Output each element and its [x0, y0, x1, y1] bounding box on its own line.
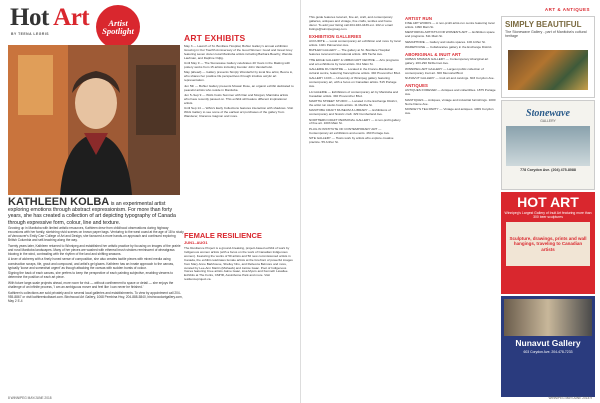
nunavut-gallery-ad — [501, 296, 595, 397]
listings-intro: This guide features local art, fine art, craft, and contemporary galleries, antiques and vintage, fine crafts, textiles and home décor. To add your listing call 204-943-4439 ext. 102 or email listings@winnipegmag.com. — [309, 15, 393, 31]
ad-subtitle: The Stonewave Gallery - part of Manitoba's cultural heritage — [505, 30, 587, 38]
exhibit-item: Jun 5th — Buhler Gallery presents Mosaic Rose, an organic exhibit dedicated to peaceful artists who reside in Manitoba. — [184, 83, 294, 92]
exhibit-item: Jun 5–Sep 9 — WAG hosts Summer with Dan and Morgan; Manitoba artists who have recently passed on. This exhibit will feature different inspirational artists. — [184, 92, 289, 105]
article-headline: KATHLEEN KOLBA — [8, 196, 110, 208]
listing-item: MANTIQUES — Antiques, vintage and industrial furnishings. 1000 Notre Dame Ave. — [405, 97, 496, 106]
listing-item: MENTORING ARTISTS FOR WOMEN'S ART — Exhibition space and programs. 611 Main St. — [405, 30, 495, 39]
nunavut-gallery-title: Nunavut Gallery — [515, 338, 581, 348]
ad-column — [501, 16, 595, 399]
listing-item: ANTIQUES FOREVER — Antiques and collectibles. 1875 Portage Ave. — [405, 88, 496, 97]
antiques-header: ANTIQUES — [405, 83, 429, 89]
exhibit-item: May (ahead) — Gallery presents Simply Wonderful by local fine artist, Becca Li, who shares her positive life perspectives through intuitive acrylic art representation. — [184, 70, 293, 83]
listing-item: FINE ART WORKS — A non-profit artist-run centre featuring local artists. 1090 Main St. — [405, 21, 495, 29]
article-paragraph: Kathleen's collections are sold privately and in several local galleries and establishments. To view by appointment call 204-955-8867 or visit kathleenkolbaart.com. Birchwood Art Gallery, 1068 Pembina Hwy, 204-888-5840, birchwoodartgallery.com, May 2 E-4 — [8, 290, 183, 303]
hot-art-ad-title: HOT ART — [517, 194, 579, 210]
art-exhibits-title: ART EXHIBITS — [184, 33, 246, 43]
right-page — [300, 0, 600, 403]
ad-painting-image — [508, 50, 588, 90]
hot-art-ad-box: Sculpture, drawings, prints and wall hangings, traveling to Canadian artists — [506, 222, 590, 266]
listings-column-1 — [309, 16, 401, 146]
listing-item: WAREHOUSE — Collaborative gallery in the Exchange District. — [405, 45, 493, 50]
stonewave-ad — [501, 16, 595, 98]
listing-item: PLUG IN INSTITUTE OF CONTEMPORARY ART — Contemporary art exhibitions and events. 460 Portage Ave. — [309, 126, 390, 135]
listing-item: URBAN SHAMAN GALLERY — Contemporary Aboriginal art gallery. 203-290 McDermot Ave. — [405, 57, 489, 66]
byline: BY TEENA LEGRIS — [11, 32, 50, 36]
listing-item: GALLERIE DU CENTRE — Located in the Franco-Manitoban cultural centre, featuring francophone artists. 340 Provencher Blvd. — [309, 67, 401, 75]
article-paragraph: A lover of alchemy with a finely honed sense of composition, she also creates tactile pieces with mixed media using construction scraps, tile, grout and compound, and artist's gel glazes. Kathleen has an innate approach to the canvas, typically 'loose and somewhat urgent' as though attacking the canvas with sudden bursts of colour. — [8, 257, 174, 270]
listing-item: MARTHA STREET STUDIO — Located in the Exchange District, the artist run studio hosts artists. 11 Martha St. — [309, 98, 398, 107]
gallery-logo-sub: GALLERY — [540, 119, 556, 123]
artist-spotlight-badge — [96, 5, 140, 49]
article-paragraph: With future large-scale projects ahead, more room for risk — without confinement to space or detail — she enjoys the challenge of an infinite process, 'I am an ambiguous mover and feel like I can never be finished.' — [8, 280, 174, 290]
female-resilience-body: The Resilience Project is a ground-breaking, project-based exhibit of work by Indigenous women artists (with a focus on the work of Canadian Indigenous women). Featuring the works of 50 artists and 50 new commissioned artists in Canada, the exhibit celebrates female artists at the forefront of powerful images from Mary Anne Barkhouse, Shelley Niro, and Rebecca Belmore and more, curated by Lee-Ann Martin (Mohawk) and Jaimie Isaac. Pool of Indigenous Voices featuring Cree artists Jaime Isaac, Lisa Myers and Kenneth Lavallee. Exhibits at The Forks, CMHR, Assiniboine Park and more. Visit resilienceproject.ca. — [184, 246, 293, 282]
hot-art-ad — [501, 192, 595, 294]
page-footer-left: 8 WINNIPEG MAY/JUNE 2018 — [8, 396, 52, 400]
listing-item: NORTHERN CRAFT PERSONAL GALLERY — A non-profit gallery of fine art. 1003 Main St. — [309, 117, 401, 126]
page-footer-right: WINNIPEG MAY/JUNE 2018 9 — [548, 396, 592, 400]
badge-line-2: Spotlight — [102, 26, 134, 36]
exhibit-item: Until Sep 14 — WAG's Early Collections features interaction with shadows. Visit WAG Gallery to see some of the earliest art purchases of the gallery from Wanderer, Clarence Gagnon and more. — [184, 106, 294, 118]
exhibition-galleries-header: EXHIBITION GALLERIES — [309, 34, 362, 40]
nunavut-gallery-image — [504, 299, 592, 336]
listing-item: WINNIPEG ART GALLERY — Largest public collection of contemporary Inuit art. 300 Memorial Blvd. — [405, 66, 484, 75]
nunavut-gallery-address: 603 Corydon Ave. 204-478-7233 — [523, 350, 573, 354]
artist-run-header: ARTIST RUN — [405, 16, 433, 21]
listing-item: SITE GALLERY — Hosts work by artists who explore creative practice. 55 Arthur St. — [309, 136, 394, 145]
article-lead-text: is an experimental artist exploring emotions through abstract expressionism. For more than forty years, she has created a collection of art depicting typography of Canada through expressive form, colour, line and texture. — [8, 201, 176, 226]
article-paragraph: Signing the back of each canvas, she prefers to keep the perspective of each painting subjective, enabling viewers to determine the position of each art piece. — [8, 271, 173, 280]
badge-line-1: Artist — [108, 17, 128, 28]
artist-photo — [8, 45, 180, 195]
listing-item: MONKEY'S TEA PARTY — Vintage and antiques. 1009 Corydon Ave. — [405, 107, 494, 115]
listing-item: SEMAPHORE — Gallery and studio spaces. 100 Arthur St. — [405, 39, 486, 44]
title-art: Art — [53, 4, 90, 31]
artist-portrait-image — [8, 45, 180, 195]
female-resilience-date: JUN1–AUG1 — [184, 240, 208, 245]
exhibit-item: May 3 — Launch of St. Boniface Hospital, Buhler Gallery's annual exhibition Growing in Our Twelfth Anniversary of the Good Women: Good and Great Grey featuring seven dozen local Manitoba artists including Barbara Beachy, Wendie Laufman, and Daphne Odjig. — [184, 44, 293, 60]
section-label: ART & ANTIQUES — [544, 7, 590, 12]
listing-item: LA GALERIE — Exhibitions of contemporary art by Manitoba and Canadian artists. 340 Provencher Blvd. — [309, 89, 399, 98]
listings-column-2 — [405, 16, 497, 117]
stonewave-gallery-ad — [501, 100, 595, 190]
feature-article — [8, 196, 184, 304]
art-exhibits-column — [184, 33, 294, 120]
title-hot: Hot — [10, 4, 49, 31]
listing-item: BUHLER GALLERY — The gallery at St. Boniface Hospital features local and international artists. 409 Taché Ave. — [309, 48, 390, 57]
gallery-logo: Stonewave — [526, 108, 570, 119]
female-resilience-box — [184, 232, 294, 282]
hot-art-ad-subtitle: Winnipeg's Largest Gallery of Inuit Art featuring more than 300 beer sculptures — [504, 211, 592, 219]
listing-item: THE EDGE GALLERY & URBAN ART CENTRE — Arts programs and art exhibitions by local artists. 611 Main St. — [309, 57, 399, 66]
gallery-address: 778 Corydon Ave. (204) 475-8088 — [520, 168, 576, 172]
gallery-storefront-image — [506, 126, 590, 166]
listing-item: MANITOBA CRAFT MUSEUM & LIBRARY — Exhibitions of contemporary and historic craft. 329 Cumberland Ave. — [309, 108, 391, 117]
article-paragraph: Twenty years later, Kathleen returned to Winnipeg and established her artistic practice by focusing on images of the prairie and rural Manitoba landscapes. Many of her pieces are washed with ethereal brush strokes reminiscent of wheatgrass blowing in the wind, contrasting with the rhythm of the land and shifting seasons. — [8, 243, 181, 256]
female-resilience-title: FEMALE RESILIENCE — [184, 231, 262, 240]
listing-item: ACCURITE — Local contemporary art exhibition and more by local artists. 1021 Palmerston Ave. — [309, 39, 401, 48]
listing-item: GALLERY 1C03 — University of Winnipeg gallery featuring contemporary art, with a focus on Canadian artists. 515 Portage Ave. — [309, 76, 397, 89]
exhibit-item: Until May 9 — The Stonewave Gallery celebrates 40 Years in the Making with pottery works from 15 artists including founder John Vanderhulst. — [184, 61, 291, 70]
section-title — [10, 5, 89, 31]
listing-item: NUNAVUT GALLERY — Inuit art and carvings. 603 Corydon Ave. — [405, 76, 495, 81]
ad-headline: SIMPLY BEAUTIFUL — [505, 20, 582, 29]
aboriginal-inuit-header: ABORIGINAL & INUIT ART — [405, 52, 461, 58]
article-lead — [8, 196, 184, 226]
article-paragraph: Growing up in Manitoba with limited artistic resources, Kathleen drew from childhood observations during highway excursions with her family, sketching vivid scenes on brown paper bags. Venturing to the west coast at the age of 18 to study at Vancouver's Emily Carr College of Art and Design, she favoured a more hands-on approach and continued exploring British Columbia and self-teaching along the way. — [8, 225, 184, 243]
